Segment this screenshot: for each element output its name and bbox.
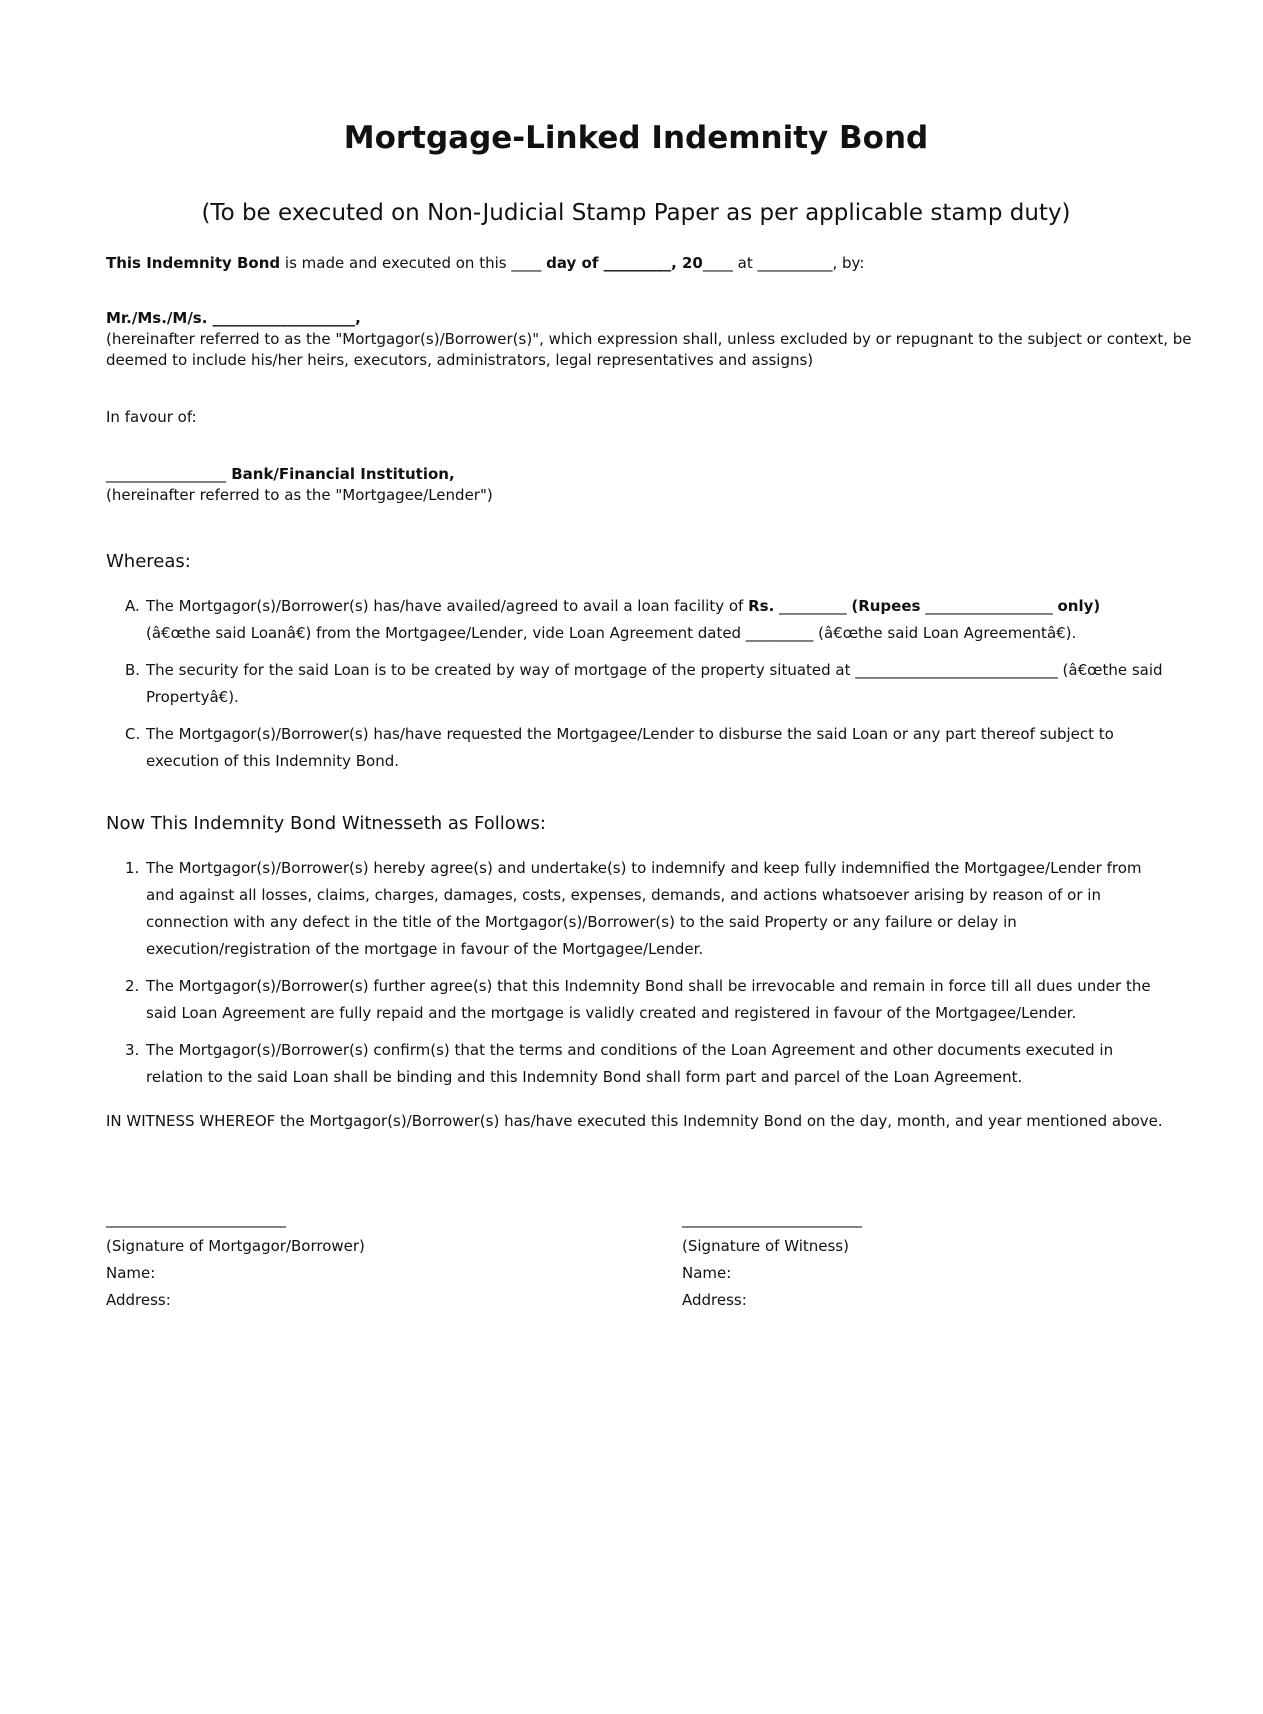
list-marker: A. [125,597,140,615]
list-marker: C. [125,725,141,743]
document-title: Mortgage-Linked Indemnity Bond [343,120,929,156]
month-blank: _________, 20 [598,254,703,272]
rupees-label: (Rupees [851,597,921,615]
witnesseth-list [106,855,1166,1101]
witness-name-label: Name: [682,1264,732,1282]
list-marker: B. [125,661,141,679]
mortgagor-description-line1: (hereinafter referred to as the "Mortgagor(s)/Borrower(s)", which expression shall, unless excluded by or repugnant to the subject or context, be [106,330,1192,348]
lender-name: Bank/Financial Institution, [226,465,455,483]
whereas-item-c [106,721,1166,775]
witnesseth-item-1 [106,855,1166,963]
witness-signature-block [682,1206,982,1309]
lender-name-line [106,464,455,485]
intro-paragraph [106,253,864,274]
item-text: (â€œthe said Loanâ€) from the Mortgagee/Lender, vide Loan Agreement dated _________ (â€œthe said Loan Agreementâ€). [146,624,1077,642]
item-text: The Mortgagor(s)/Borrower(s) further agree(s) that this Indemnity Bond shall be irrevocable and remain in force till all dues under the said Loan Agreement are fully repaid and the mortgage is validly created and registered in favour of the Mortgagee/Lender. [146,977,1151,1022]
bond-label: This Indemnity Bond [106,254,281,272]
item-text: The security for the said Loan is to be created by way of mortgage of the property situated at ___________________________ (â€œthe said Propertyâ€). [146,661,1163,706]
lender-description: (hereinafter referred to as the "Mortgagee/Lender") [106,486,493,504]
borrower-signature-caption: (Signature of Mortgagor/Borrower) [106,1237,365,1255]
item-text: The Mortgagor(s)/Borrower(s) has/have availed/agreed to avail a loan facility of [146,597,749,615]
list-marker: 1. [125,859,140,877]
lender-blank: ________________ [106,465,226,483]
at-text: at __________, by: [732,254,865,272]
made-text: is made and executed on this ____ [280,254,547,272]
borrower-address-label: Address: [106,1291,171,1309]
whereas-item-b [106,657,1166,711]
in-favour-of: In favour of: [106,408,197,426]
rupees-blank: _________________ [920,597,1058,615]
in-witness-paragraph: IN WITNESS WHEREOF the Mortgagor(s)/Borrower(s) has/have executed this Indemnity Bond on the day, month, and year mentioned above. [106,1112,1163,1130]
only-label: only) [1057,597,1101,615]
whereas-heading: Whereas: [106,551,191,572]
witnesseth-item-2 [106,973,1166,1027]
amount-blank: _________ [774,597,852,615]
rs-label: Rs. [748,597,775,615]
whereas-list [106,593,1166,785]
whereas-item-a [106,593,1166,647]
witnesseth-item-3 [106,1037,1166,1091]
witness-signature-line: ________________________ [682,1210,862,1228]
mortgagor-name-line: Mr./Ms./M/s. ___________________, [106,309,361,327]
year-blank: ____ [702,254,733,272]
list-marker: 2. [125,977,140,995]
day-of-label: day of [546,254,599,272]
item-text: The Mortgagor(s)/Borrower(s) hereby agree(s) and undertake(s) to indemnify and keep fully indemnified the Mortgagee/Lender from and against all losses, claims, charges, damages, costs, expenses, demands, and actions whatsoever arising by reason of or in connection with any defect in the title of the Mortgagor(s)/Borrower(s) to the said Property or any failure or delay in execution/registration of the mortgage in favour of the Mortgagee/Lender. [146,859,1142,958]
witness-signature-caption: (Signature of Witness) [682,1237,849,1255]
list-marker: 3. [125,1041,140,1059]
borrower-name-label: Name: [106,1264,156,1282]
item-text: The Mortgagor(s)/Borrower(s) confirm(s) that the terms and conditions of the Loan Agreement and other documents executed in relation to the said Loan shall be binding and this Indemnity Bond shall form part and parcel of the Loan Agreement. [146,1041,1114,1086]
witness-address-label: Address: [682,1291,747,1309]
witnesseth-heading: Now This Indemnity Bond Witnesseth as Follows: [106,813,546,834]
mortgagor-description-line2: deemed to include his/her heirs, executors, administrators, legal representatives and assigns) [106,351,814,369]
item-text: The Mortgagor(s)/Borrower(s) has/have requested the Mortgagee/Lender to disburse the said Loan or any part thereof subject to execution of this Indemnity Bond. [146,725,1114,770]
document-subtitle: (To be executed on Non-Judicial Stamp Paper as per applicable stamp duty) [201,200,1071,226]
borrower-signature-line: ________________________ [106,1210,286,1228]
borrower-signature-block [106,1206,406,1309]
